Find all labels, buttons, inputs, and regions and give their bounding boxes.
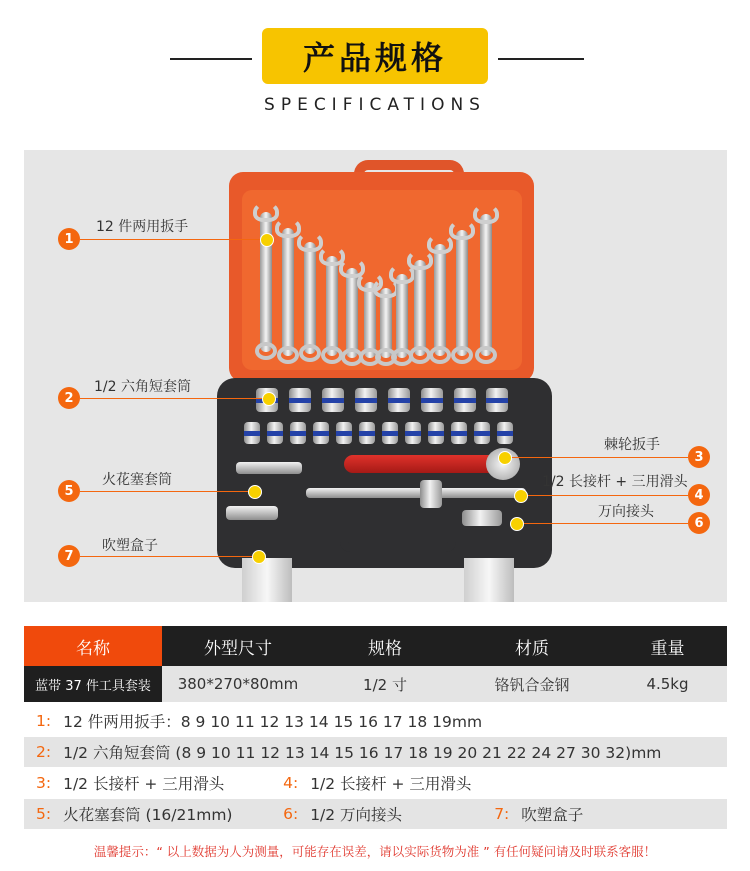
callout-1-label: 12 件两用扳手 [96, 219, 189, 235]
wrench [414, 260, 426, 356]
short-socket-bar [226, 506, 278, 520]
callout-5-badge: 5 [58, 480, 80, 502]
socket [486, 388, 508, 412]
socket [428, 422, 444, 444]
header-size: 外型尺寸 [162, 626, 314, 666]
socket [405, 422, 421, 444]
callout-5-leader [80, 491, 248, 492]
callout-1-leader [80, 239, 260, 240]
callout-3-badge: 3 [688, 446, 710, 468]
wrench [304, 242, 316, 354]
detail-text: 1/2 万向接头 [310, 806, 403, 824]
socket [474, 422, 490, 444]
callout-2-pin [262, 392, 276, 406]
callout-3-leader [508, 457, 688, 458]
detail-number: 6: [283, 805, 299, 823]
callout-6-leader [520, 523, 688, 524]
socket [355, 388, 377, 412]
page-subtitle: SPECIFICATIONS [264, 95, 486, 115]
socket [382, 422, 398, 444]
callout-5-pin [248, 485, 262, 499]
callout-3-label: 棘轮扳手 [604, 437, 660, 453]
socket [289, 388, 311, 412]
socket [359, 422, 375, 444]
universal-joint [462, 510, 502, 526]
disclaimer-note: 温馨提示：“ 以上数据为人为测量，可能存在误差，请以实际货物为准 ” 有任何疑问请及时联系客服！ [93, 844, 657, 859]
socket [454, 388, 476, 412]
socket [313, 422, 329, 444]
cell-spec: 1/2 寸 [314, 666, 456, 702]
wrench [434, 244, 446, 356]
detail-text: 吹塑盒子 [521, 806, 584, 824]
detail-line-2 [24, 737, 727, 767]
callout-2-badge: 2 [58, 387, 80, 409]
socket [421, 388, 443, 412]
detail-line-3 [24, 768, 727, 798]
detail-line-1 [24, 706, 727, 736]
socket [451, 422, 467, 444]
detail-number: 5: [36, 805, 52, 823]
detail-number: 4: [283, 774, 299, 792]
detail-number: 7: [494, 805, 510, 823]
spark-plug-socket [236, 462, 302, 474]
detail-number: 2: [36, 743, 52, 761]
case-latch [242, 558, 292, 602]
callout-6-pin [510, 517, 524, 531]
callout-2-label: 1/2 六角短套筒 [94, 379, 191, 395]
detail-text: 火花塞套筒 (16/21mm) [63, 806, 233, 824]
wrench [380, 288, 392, 358]
extension-bar [306, 488, 526, 498]
callout-4-leader [524, 495, 688, 496]
wrench [480, 214, 492, 356]
socket [388, 388, 410, 412]
cell-size: 380*270*80mm [162, 666, 314, 702]
socket [267, 422, 283, 444]
socket [290, 422, 306, 444]
detail-text: 12 件两用扳手：8 9 10 11 12 13 14 15 16 17 18 19mm [63, 713, 483, 731]
callout-6-badge: 6 [688, 512, 710, 534]
spec-table-header [24, 626, 727, 666]
callout-6-label: 万向接头 [598, 504, 654, 520]
case-bottom-handle [340, 518, 456, 552]
callout-3-pin [498, 451, 512, 465]
callout-7-badge: 7 [58, 545, 80, 567]
callout-5-label: 火花塞套筒 [102, 472, 172, 488]
wrench [396, 274, 408, 358]
callout-7-pin [252, 550, 266, 564]
socket [322, 388, 344, 412]
sliding-t-bar-head [420, 480, 442, 508]
callout-7-label: 吹塑盒子 [102, 538, 158, 554]
callout-4-badge: 4 [688, 484, 710, 506]
header-rule-left [170, 58, 252, 60]
ratchet-handle [344, 455, 504, 473]
cell-weight: 4.5kg [608, 666, 727, 702]
header-name: 名称 [24, 626, 162, 666]
detail-number: 1: [36, 712, 52, 730]
header-rule-right [498, 58, 584, 60]
detail-number: 3: [36, 774, 52, 792]
cell-material: 铬钒合金钢 [456, 666, 608, 702]
callout-4-pin [514, 489, 528, 503]
detail-text: 1/2 六角短套筒 (8 9 10 11 12 13 14 15 16 17 18 19 20 21 22 24 27 30 32)mm [63, 744, 662, 762]
callout-1-badge: 1 [58, 228, 80, 250]
detail-text: 1/2 长接杆 + 三用滑头 [310, 775, 472, 793]
table-row [24, 666, 727, 702]
case-latch [464, 558, 514, 602]
wrench [282, 228, 294, 356]
callout-4-label: 1/2 长接杆 + 三用滑头 [542, 474, 688, 490]
detail-line-4 [24, 799, 727, 829]
spec-table [24, 626, 727, 702]
wrench [326, 256, 338, 356]
socket [336, 422, 352, 444]
socket [497, 422, 513, 444]
detail-text: 1/2 长接杆 + 三用滑头 [63, 775, 225, 793]
header-material: 材质 [456, 626, 608, 666]
cell-name: 蓝带 37 件工具套装 [24, 666, 162, 702]
socket [244, 422, 260, 444]
product-photo [24, 150, 727, 602]
callout-7-leader [80, 556, 252, 557]
page-title: 产品规格 [262, 28, 488, 84]
header-weight: 重量 [608, 626, 727, 666]
wrench [456, 230, 468, 356]
header-spec: 规格 [314, 626, 456, 666]
callout-1-pin [260, 233, 274, 247]
callout-2-leader [80, 398, 262, 399]
